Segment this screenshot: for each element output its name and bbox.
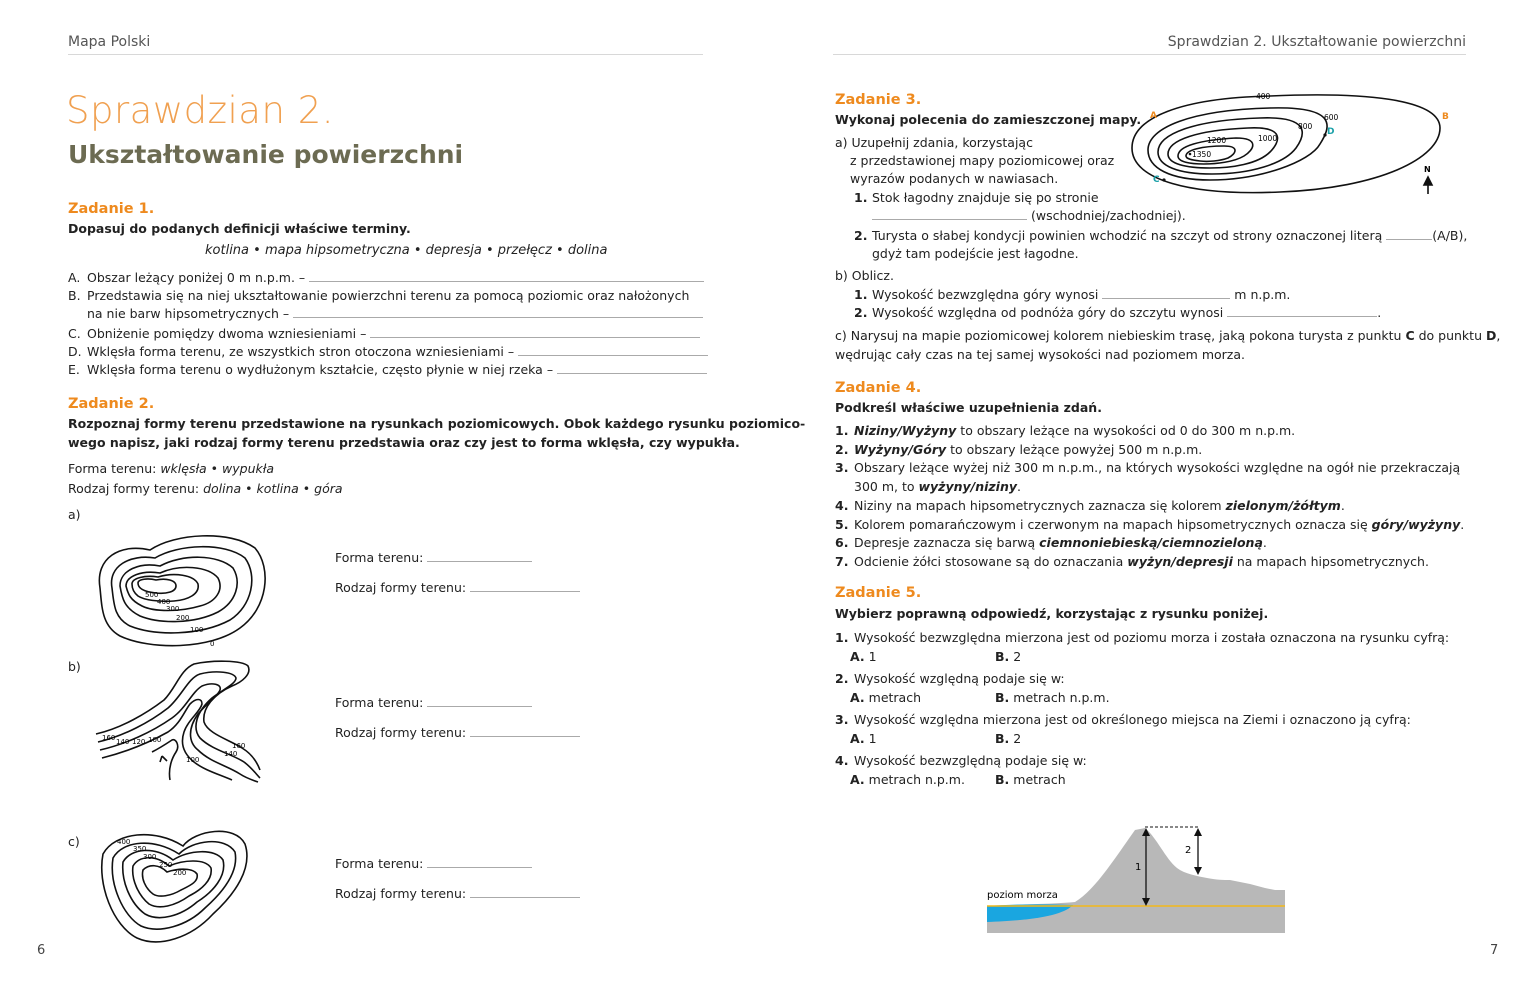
contour-label: 400 <box>117 838 131 846</box>
item-options[interactable]: wyżyny/niziny <box>918 479 1018 495</box>
contour-label: 250 <box>159 861 173 869</box>
task4-item-7 <box>835 553 1464 572</box>
item-text: na nie barw hipsometrycznych – <box>87 306 290 321</box>
rodzaj-key-options: dolina • kotlina • góra <box>203 481 343 496</box>
contour-label: 1200 <box>1207 136 1227 145</box>
option-text: 1 <box>868 649 877 664</box>
task1-heading: Zadanie 1. <box>68 201 155 217</box>
question-text: Wysokość bezwzględna mierzona jest od poziomu morza i została oznaczona na rysunku cyfrą: <box>854 630 1450 645</box>
answer-blank[interactable] <box>872 218 1027 220</box>
task2-c-rodzaj <box>335 886 580 901</box>
option-a[interactable] <box>850 688 995 707</box>
task5-q4 <box>835 751 1449 770</box>
point-c-label: C <box>1153 175 1160 185</box>
task3-c-line2: wędrując cały czas na tej samej wysokości nad poziomem morza. <box>835 347 1245 362</box>
item-text: . <box>1340 497 1345 513</box>
task2-rodzaj-key <box>68 481 343 496</box>
item-number: 3. <box>835 460 849 476</box>
item-number: 6. <box>835 535 849 551</box>
task5-q3 <box>835 710 1449 729</box>
item-number: 2. <box>854 305 868 320</box>
item-number: 2. <box>854 228 868 243</box>
contour-map-a <box>90 528 275 653</box>
rodzaj-blank[interactable] <box>470 735 580 737</box>
contour-label: 0 <box>210 640 215 648</box>
page-number-left: 6 <box>37 943 46 958</box>
contour-label: 100 <box>186 756 200 764</box>
task2-heading: Zadanie 2. <box>68 396 155 412</box>
forma-key-options: wklęsła • wypukła <box>160 461 274 476</box>
task1-list <box>68 270 698 380</box>
item-text: . <box>1262 535 1267 551</box>
north-label: N <box>1424 165 1431 174</box>
task3-heading: Zadanie 3. <box>835 92 922 108</box>
item-letter: C. <box>68 326 81 341</box>
option-text: 1 <box>868 731 877 746</box>
task3-b <box>835 268 894 283</box>
task4-item-2 <box>835 441 1464 460</box>
answer-blank[interactable] <box>1386 238 1432 240</box>
task3-contour-map <box>1120 88 1460 208</box>
task2-forma-key <box>68 461 274 476</box>
options-text: (A/B), <box>1432 228 1468 243</box>
contour-label: 350 <box>133 845 147 853</box>
unit-text: m n.p.m. <box>1234 287 1291 302</box>
task2-instruction-2: wego napisz, jaki rodzaj formy terenu przedstawia oraz czy jest to forma wklęsła, czy wypukła. <box>68 435 740 450</box>
forma-label: Forma terenu: <box>335 856 424 871</box>
contour-label: 400 <box>1256 92 1271 101</box>
rodzaj-blank[interactable] <box>470 590 580 592</box>
option-b[interactable] <box>995 690 1110 705</box>
task5-q2 <box>835 669 1449 688</box>
item-letter: E. <box>68 362 80 377</box>
question-text: Wysokość bezwzględną podaje się w: <box>854 753 1087 768</box>
option-letter: A. <box>850 731 865 746</box>
task3-a-text: Uzupełnij zdania, korzystając <box>851 135 1033 150</box>
contour-label: 600 <box>1324 113 1339 122</box>
item-text: Wysokość względna od podnóża góry do szczytu wynosi <box>872 305 1224 320</box>
option-letter: A. <box>850 690 865 705</box>
task2-a-forma <box>335 550 532 565</box>
peak-label: 1350 <box>1192 150 1212 159</box>
task4-item-3b <box>835 478 1464 497</box>
subtask-label: a) <box>835 135 848 150</box>
contour-label: 800 <box>1298 122 1313 131</box>
item-text: Obszary leżące wyżej niż 300 m n.p.m., na których wysokości względne na ogół nie przekraczają <box>854 460 1461 476</box>
header-rule-right <box>833 54 1466 55</box>
option-b[interactable] <box>995 649 1021 664</box>
forma-key-label: Forma terenu: <box>68 461 157 476</box>
task2-part-a-label: a) <box>68 507 81 522</box>
item-text: Turysta o słabej kondycji powinien wchodzić na szczyt od strony oznaczonej literą <box>872 228 1383 243</box>
forma-label: Forma terenu: <box>335 550 424 565</box>
contour-label: 400 <box>157 598 171 606</box>
contour-label: 1000 <box>1258 134 1278 143</box>
option-b[interactable] <box>995 731 1021 746</box>
option-letter: B. <box>995 731 1010 746</box>
item-text: Kolorem pomarańczowym i czerwonym na mapach hipsometrycznych oznacza się <box>854 516 1372 532</box>
rodzaj-key-label: Rodzaj formy terenu: <box>68 481 200 496</box>
punctuation: . <box>1377 305 1382 320</box>
task3-a2 <box>854 228 1467 243</box>
option-text: metrach n.p.m. <box>868 772 965 787</box>
task2-instruction-1: Rozpoznaj formy terenu przedstawione na rysunkach poziomicowych. Obok każdego rysunku poziomico- <box>68 416 806 431</box>
task1-item-a <box>68 270 698 288</box>
label-1: 1 <box>1135 862 1142 873</box>
page-title: Sprawdzian 2. <box>66 89 334 132</box>
contour-label: 100 <box>190 626 204 634</box>
forma-blank[interactable] <box>427 560 532 562</box>
contour-label: 300 <box>143 853 157 861</box>
item-text: to obszary leżące na wysokości od 0 do 300 m n.p.m. <box>956 423 1296 438</box>
option-letter: B. <box>995 690 1010 705</box>
item-text: 300 m, to <box>854 479 919 495</box>
item-text: Stok łagodny znajduje się po stronie <box>872 190 1099 205</box>
task3-a1 <box>854 190 1099 205</box>
task4-item-5 <box>835 516 1464 535</box>
task2-b-rodzaj <box>335 725 580 740</box>
point-d-ref: D <box>1485 328 1497 343</box>
option-text: metrach <box>1013 772 1066 787</box>
option-text: 2 <box>1013 649 1022 664</box>
task5-q3-options <box>835 729 1449 748</box>
rodzaj-label: Rodzaj formy terenu: <box>335 886 467 901</box>
item-options[interactable]: Wyżyny/Góry <box>854 441 947 457</box>
question-number: 2. <box>835 671 849 686</box>
task3-b1 <box>854 287 1290 302</box>
item-text: na mapach hipsometrycznych. <box>1232 553 1429 569</box>
task5-q2-options <box>835 688 1449 707</box>
task3-a1-answer <box>872 208 1186 223</box>
label-2: 2 <box>1185 845 1192 856</box>
item-number: 7. <box>835 553 849 569</box>
question-number: 1. <box>835 630 849 645</box>
answer-blank[interactable] <box>557 372 707 374</box>
contour-label: 120 <box>132 738 146 746</box>
north-arrow-icon <box>1424 177 1432 194</box>
answer-blank[interactable] <box>370 336 700 338</box>
task4-list <box>835 422 1464 572</box>
task3-a <box>835 134 1114 188</box>
question-text: Wysokość względną podaje się w: <box>854 671 1065 686</box>
task1-item-d <box>68 344 698 362</box>
contour-label: 300 <box>166 605 180 613</box>
item-text: . <box>1460 516 1465 532</box>
contour-label: 140 <box>224 750 238 758</box>
contour-label: 200 <box>176 614 190 622</box>
item-text: Obniżenie pomiędzy dwoma wzniesieniami – <box>87 326 367 341</box>
task2-b-forma <box>335 695 532 710</box>
item-number: 1. <box>854 287 868 302</box>
running-head-right: Sprawdzian 2. Ukształtowanie powierzchni <box>1167 34 1466 50</box>
option-text: metrach n.p.m. <box>1013 690 1110 705</box>
rodzaj-blank[interactable] <box>470 896 580 898</box>
task4-item-1 <box>835 422 1464 441</box>
contour-label: 140 <box>116 738 130 746</box>
point-c-ref: C <box>1405 328 1415 343</box>
task1-item-b <box>68 288 698 306</box>
item-options[interactable]: ciemnoniebieską/ciemnozieloną <box>1039 535 1263 551</box>
item-text: Wklęsła forma terenu, ze wszystkich stron otoczona wzniesieniami – <box>87 344 515 359</box>
item-text: Niziny na mapach hipsometrycznych zaznacza się kolorem <box>854 497 1226 513</box>
task1-item-c <box>68 326 698 344</box>
item-number: 1. <box>835 423 849 438</box>
task5-q1 <box>835 628 1449 647</box>
item-number: 4. <box>835 497 849 513</box>
item-options[interactable]: zielonym/żółtym <box>1225 497 1341 513</box>
answer-blank[interactable] <box>293 316 703 318</box>
item-number: 5. <box>835 516 849 532</box>
task3-b2 <box>854 305 1381 320</box>
item-letter: D. <box>68 344 82 359</box>
task4-item-3 <box>835 459 1464 478</box>
item-text: Przedstawia się na niej ukształtowanie powierzchni terenu za pomocą poziomic oraz nałożonych <box>87 288 690 303</box>
text-run: c) Narysuj na mapie poziomicowej kolorem niebieskim trasę, jaką pokona turysta z punktu <box>835 328 1406 343</box>
task1-item-b2 <box>68 306 698 326</box>
item-options[interactable]: Niziny/Wyżyny <box>854 423 957 438</box>
point-b-label: B <box>1442 112 1449 122</box>
forma-label: Forma terenu: <box>335 695 424 710</box>
option-a[interactable] <box>850 770 995 789</box>
task3-c-line1 <box>835 328 1500 343</box>
item-text: Odcienie żółci stosowane są do oznaczania <box>854 553 1128 569</box>
option-letter: A. <box>850 772 865 787</box>
task2-part-c-label: c) <box>68 834 80 849</box>
running-head-left: Mapa Polski <box>68 34 151 50</box>
elevation-cross-section <box>985 818 1290 938</box>
option-a[interactable] <box>850 647 995 666</box>
answer-blank[interactable] <box>518 354 708 356</box>
options-text: (wschodniej/zachodniej). <box>1030 208 1186 223</box>
task3-a2-line2: gdyż tam podejście jest łagodne. <box>872 246 1079 261</box>
answer-blank[interactable] <box>1102 297 1230 299</box>
item-text: Wklęsła forma terenu o wydłużonym kształcie, często płynie w niej rzeka – <box>87 362 554 377</box>
text-run: , <box>1496 328 1501 343</box>
item-number: 2. <box>835 441 849 457</box>
item-text: . <box>1017 479 1021 495</box>
option-b[interactable] <box>995 772 1066 787</box>
task3-a-line1 <box>835 134 1114 152</box>
item-text: Wysokość bezwzględna góry wynosi <box>872 287 1099 302</box>
item-letter: A. <box>68 270 81 285</box>
item-number: 1. <box>854 190 868 205</box>
task2-c-forma <box>335 856 532 871</box>
answer-blank[interactable] <box>1227 315 1377 317</box>
task3-a-text: z przedstawionej mapy poziomicowej oraz <box>850 153 1115 168</box>
page-subtitle: Ukształtowanie powierzchni <box>68 140 464 169</box>
task5-q4-options <box>835 770 1449 789</box>
contour-map-b <box>92 658 267 783</box>
subtask-label: b) <box>835 268 848 283</box>
contour-label: 500 <box>145 591 159 599</box>
task5-heading: Zadanie 5. <box>835 585 922 601</box>
question-number: 3. <box>835 712 849 727</box>
question-number: 4. <box>835 753 849 768</box>
option-text: metrach <box>868 690 922 705</box>
item-options[interactable]: góry/wyżyny <box>1371 516 1461 532</box>
item-text: Obszar leżący poniżej 0 m n.p.m. – <box>87 270 306 285</box>
task2-part-b-label: b) <box>68 659 81 674</box>
forma-blank[interactable] <box>427 866 532 868</box>
point-d-label: D <box>1327 127 1335 137</box>
task5-questions <box>835 628 1449 789</box>
contour-label: 200 <box>173 869 187 877</box>
contour-map-c <box>95 824 250 948</box>
task4-heading: Zadanie 4. <box>835 380 922 396</box>
task4-item-6 <box>835 534 1464 553</box>
point-a-label: A <box>1150 111 1157 121</box>
text-run: do punktu <box>1414 328 1486 343</box>
option-letter: B. <box>995 772 1010 787</box>
task3-instruction: Wykonaj polecenia do zamieszczonej mapy. <box>835 112 1142 127</box>
option-letter: B. <box>995 649 1010 664</box>
item-text: Depresje zaznacza się barwą <box>854 535 1040 551</box>
item-text: to obszary leżące powyżej 500 m n.p.m. <box>946 441 1203 457</box>
task1-item-e <box>68 362 698 380</box>
sea-level-label: poziom morza <box>987 890 1058 901</box>
task5-instruction: Wybierz poprawną odpowiedź, korzystając z rysunku poniżej. <box>835 606 1269 621</box>
page-number-right: 7 <box>1490 943 1499 958</box>
task4-item-4 <box>835 497 1464 516</box>
task1-terms: kotlina • mapa hipsometryczna • depresja • przełęcz • dolina <box>205 243 608 258</box>
contour-label: 160 <box>102 734 116 742</box>
rodzaj-label: Rodzaj formy terenu: <box>335 725 467 740</box>
contour-label: 100 <box>148 736 162 744</box>
header-rule-left <box>68 54 703 55</box>
question-text: Wysokość względna mierzona jest od określonego miejsca na Ziemi i oznaczono ją cyfrą: <box>854 712 1411 727</box>
contour-label: 160 <box>232 742 246 750</box>
task1-instruction: Dopasuj do podanych definicji właściwe terminy. <box>68 221 411 236</box>
option-text: 2 <box>1013 731 1022 746</box>
item-options[interactable]: wyżyn/depresji <box>1127 553 1233 569</box>
item-letter: B. <box>68 288 81 303</box>
task3-a-text: wyrazów podanych w nawiasach. <box>850 171 1059 186</box>
task4-instruction: Podkreśl właściwe uzupełnienia zdań. <box>835 400 1102 415</box>
task2-a-rodzaj <box>335 580 580 595</box>
task5-q1-options <box>835 647 1449 666</box>
option-letter: A. <box>850 649 865 664</box>
option-a[interactable] <box>850 729 995 748</box>
rodzaj-label: Rodzaj formy terenu: <box>335 580 467 595</box>
subtask-text: Oblicz. <box>851 268 894 283</box>
forma-blank[interactable] <box>427 705 532 707</box>
answer-blank[interactable] <box>309 280 704 282</box>
